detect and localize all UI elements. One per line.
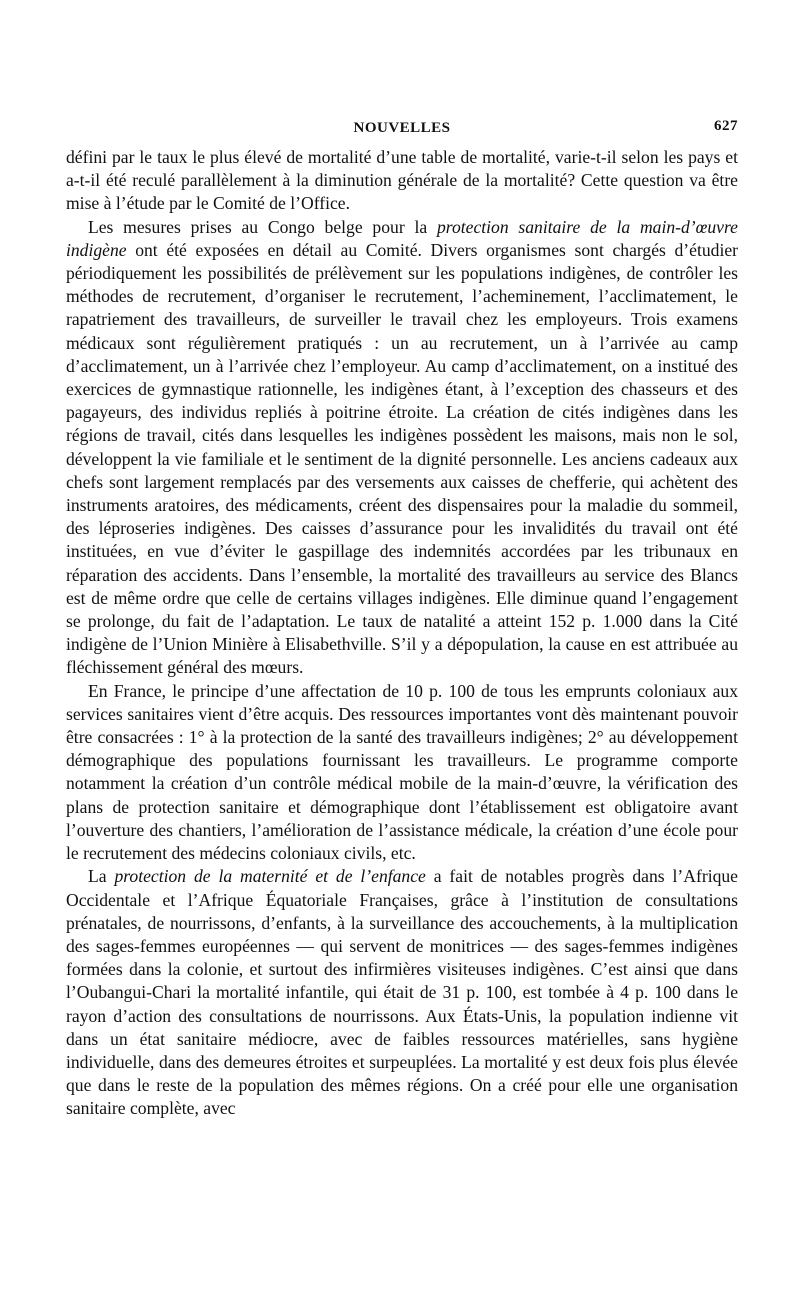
article-body — [66, 146, 738, 1121]
text-run: défini par le taux le plus élevé de mortalité d’une table de mortalité, varie-t-il selon les pays et a-t-il été reculé parallèlement à la diminution générale de la mortalité? Cette question va être mise à l’étude par le Comité de l’Office. — [66, 147, 738, 214]
running-title: NOUVELLES — [353, 120, 451, 136]
paragraph — [66, 146, 738, 216]
text-run: ont été exposées en détail au Comité. Divers organismes sont chargés d’étudier périodiquement les possibilités de prélèvement sur les populations indigènes, de contrôler les méthodes de recrutement, d’organiser le recrutement, l’acheminement, l’acclimatement, le rapatriement des travailleurs, de surveiller le travail chez les employeurs. Trois examens médicaux sont régulièrement pratiqués : un au recrutement, un à l’arrivée au camp d’acclimatement, un à l’arrivée chez l’employeur. Au camp d’acclimatement, on a institué des exercices de gymnastique rationnelle, les indigènes étant, à l’exception des chasseurs et des pagayeurs, des individus repliés à poitrine étroite. La création de cités indigènes dans les régions de travail, cités dans lesquelles les indigènes possèdent les maisons, mais non le sol, développent la vie familiale et le sentiment de la dignité personnelle. Les anciens cadeaux aux chefs sont largement remplacés par des versements aux caisses de chefferie, qui achètent des instruments aratoires, des médicaments, créent des dispensaires pour la maladie du sommeil, des léproseries indigènes. Des caisses d’assurance pour les invalidités du travail ont été instituées, en vue d’éviter le gaspillage des indemnités accordées par les tribunaux en réparation des accidents. Dans l’ensemble, la mortalité des travailleurs au service des Blancs est de même ordre que celle de certains villages indigènes. Elle diminue quand l’engagement se prolonge, du fait de l’adaptation. Le taux de natalité a atteint 152 p. 1.000 dans la Cité indigène de l’Union Minière à Elisabethville. S’il y a dépopulation, la cause en est attribuée au fléchissement général des mœurs. — [66, 239, 738, 678]
page-header — [66, 112, 738, 146]
text-run: La — [88, 866, 115, 887]
text-run: a fait de notables progrès dans l’Afrique Occidentale et l’Afrique Équatoriale Françaises, grâce à l’institution de consultations prénatales, de nourrissons, d’enfants, à la surveillance des accouchements, à la multiplication des sages-femmes européennes — qui servent de monitrices — des sages-femmes indigènes formées dans la colonie, et surtout des infirmières visiteuses indigènes. C’est ainsi que dans l’Oubangui-Chari la mortalité infantile, qui était de 31 p. 100, est tombée à 4 p. 100 dans le rayon d’action des consultations de nourrissons. Aux États-Unis, la population indienne vit dans un état sanitaire médiocre, avec de faibles ressources matérielles, sans hygiène individuelle, dans des demeures étroites et surpeuplées. La mortalité y est deux fois plus élevée que dans le reste de la population des mêmes régions. On a créé pour elle une organisation sanitaire complète, avec — [66, 866, 738, 1119]
paragraph — [66, 865, 738, 1120]
book-page — [66, 112, 738, 1121]
italic-phrase: protection sanitaire de la main-d’œuvre indigène — [66, 216, 738, 260]
text-run: En France, le principe d’une affectation de 10 p. 100 de tous les emprunts coloniaux aux services sanitaires vient d’être acquis. Des ressources importantes vont dès maintenant pouvoir être consacrées : 1° à la protection de la santé des travailleurs indigènes; 2° au développement démographique des populations fournissant les travailleurs. Le programme comporte notamment la création d’un contrôle médical mobile de la main-d’œuvre, la vérification des plans de protection sanitaire et démographique dont l’établissement est obligatoire avant l’ouverture des chantiers, l’amélioration de l’assistance médicale, la création d’une école pour le recrutement des médecins coloniaux civils, etc. — [66, 680, 738, 864]
paragraph — [66, 216, 738, 680]
paragraph — [66, 680, 738, 866]
page-number: 627 — [714, 118, 738, 134]
italic-phrase: protection de la maternité et de l’enfance — [114, 866, 426, 887]
text-run: Les mesures prises au Congo belge pour la — [88, 216, 437, 237]
